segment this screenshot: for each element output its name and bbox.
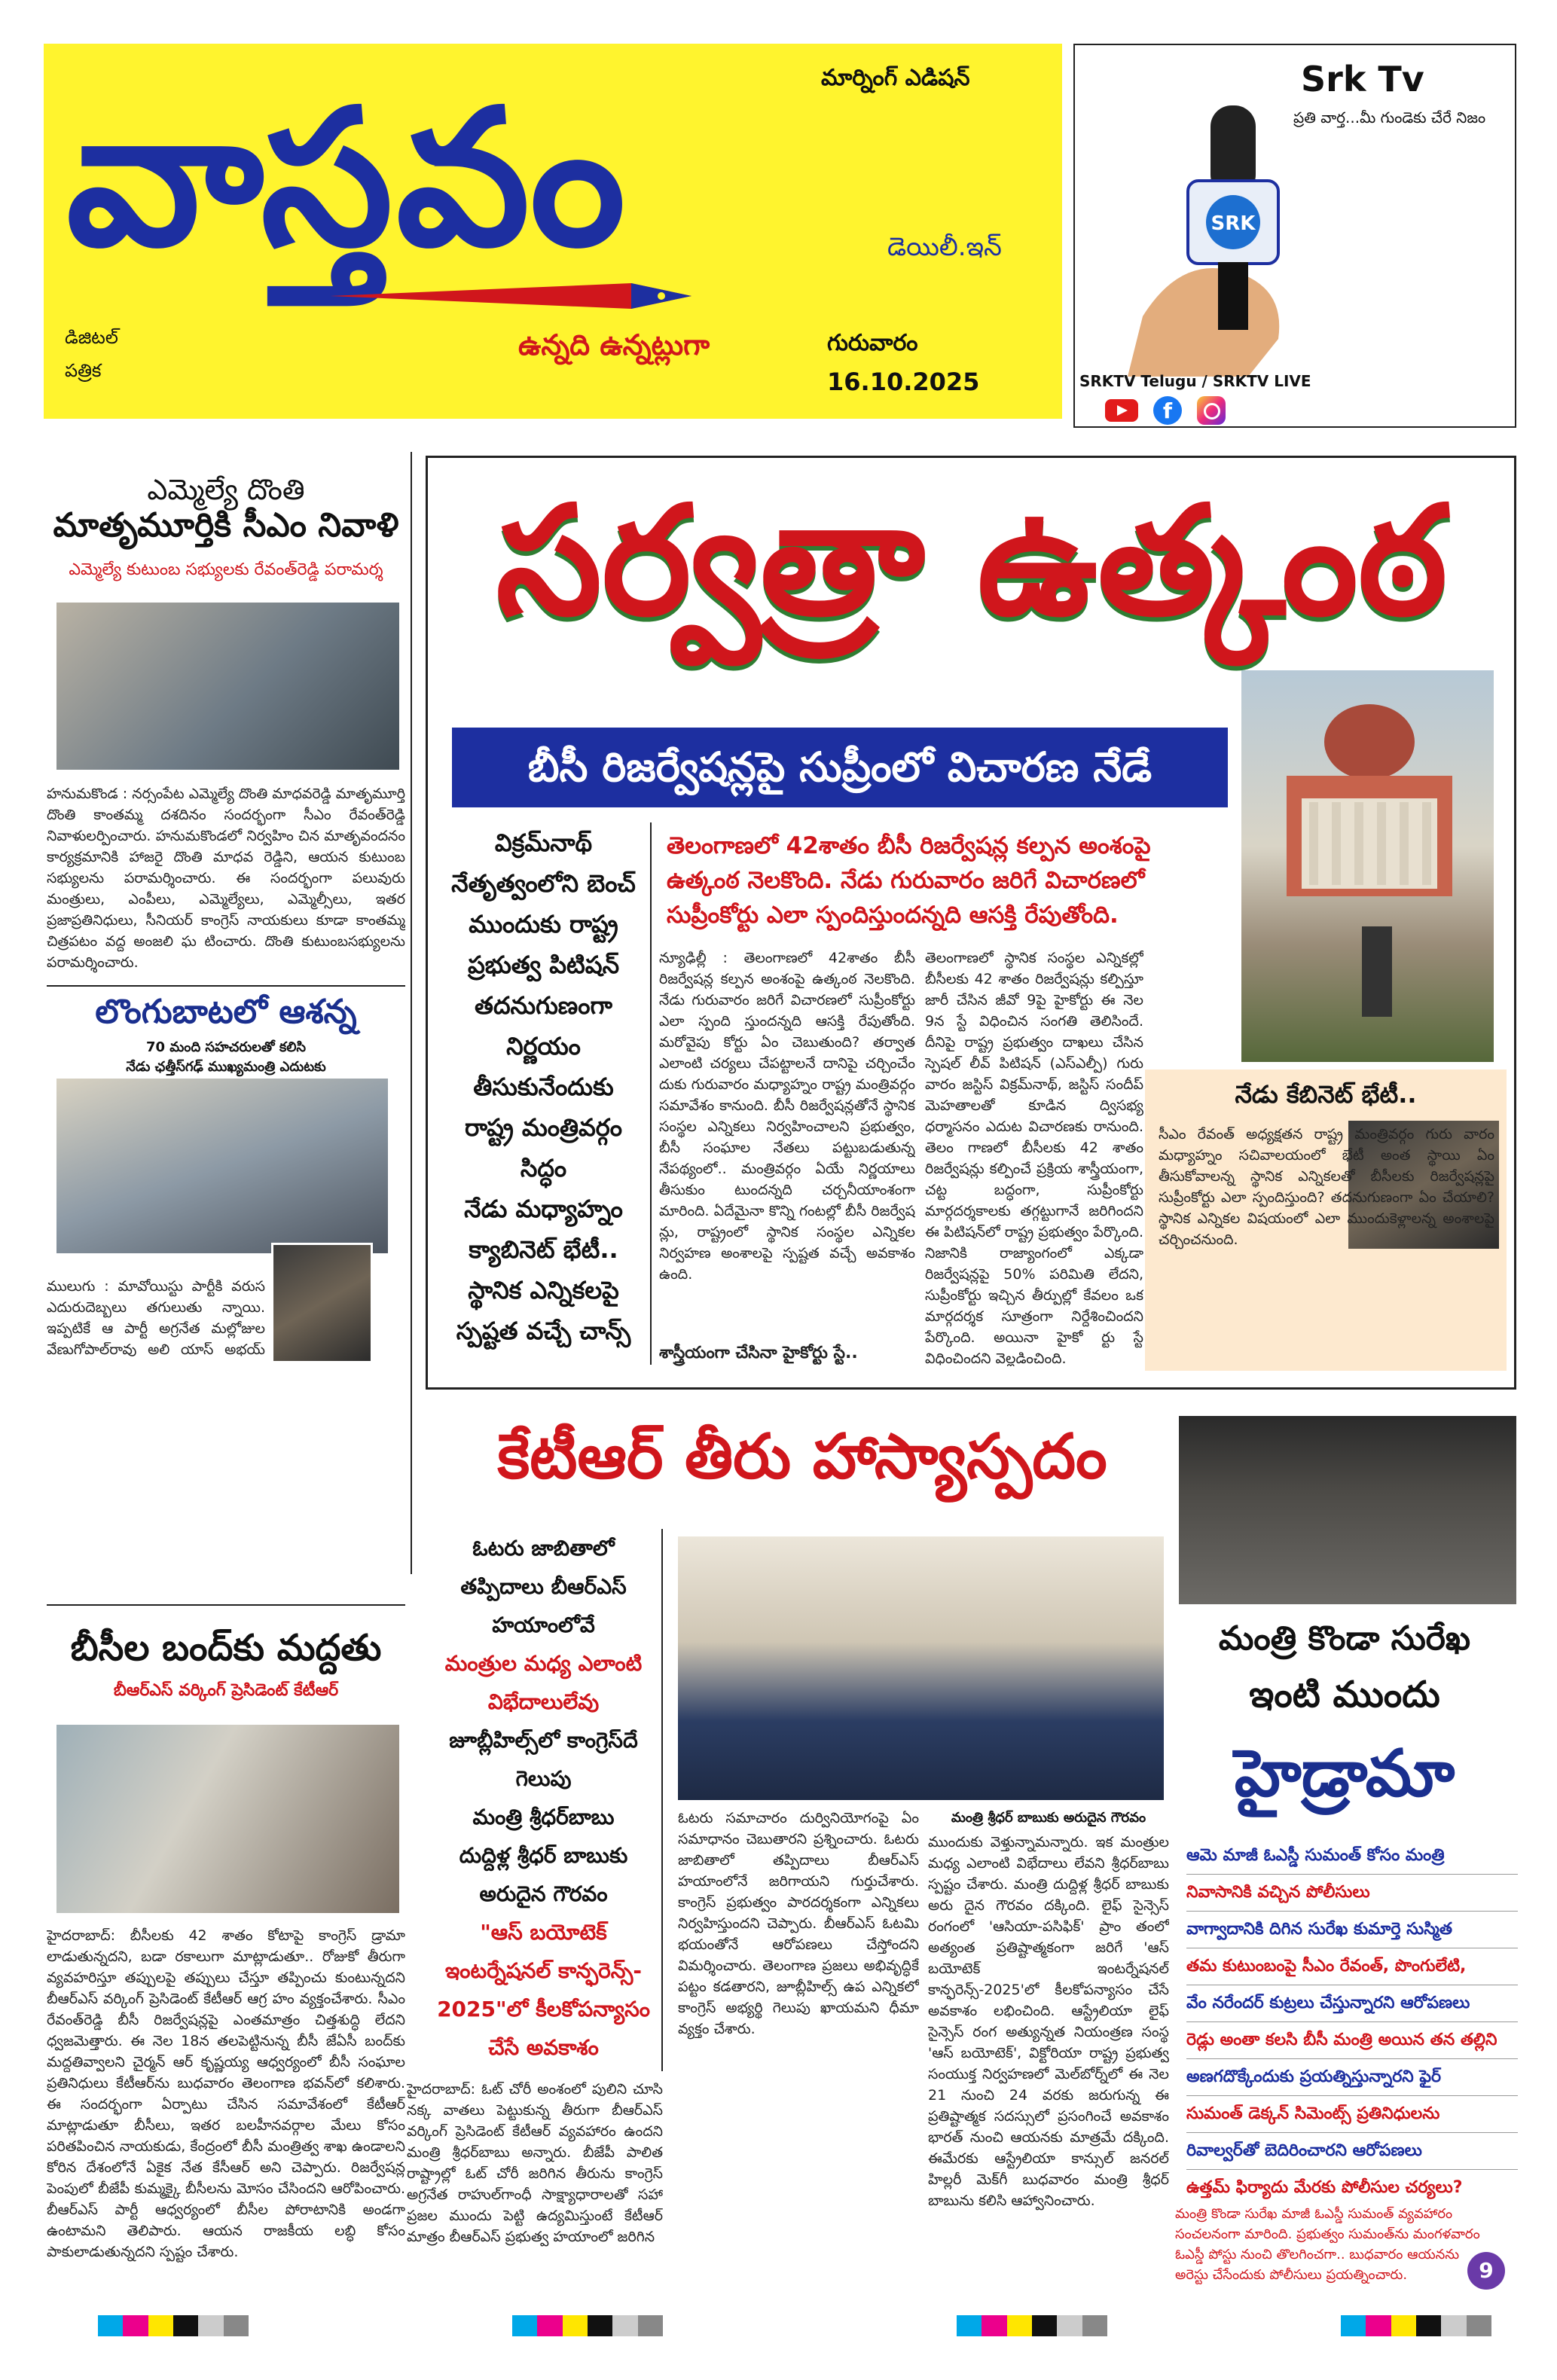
lead-sidebar bbox=[437, 822, 652, 1365]
lead-sidebar-line: సిద్ధం bbox=[520, 1154, 567, 1182]
ktr-side-line: ఇంటర్నేషనల్ కాన్ఫరెన్స్- bbox=[445, 1958, 642, 1983]
konda-point: వేం నరేందర్ కుట్రలు చేస్తున్నారని ఆరోపణలు bbox=[1186, 1985, 1518, 2022]
story-ashanna-body: ములుగు : మావోయిస్టు పార్టీకి వరుస ఎదురుదెబ్బలు తగులుతు న్నాయి. ఇప్పటికే ఆ పార్టీ అగ్రనేత మల్లోజుల వేణుగోపాల్‌రావు అలి యాస్ అభయ్ bbox=[47, 1278, 265, 1358]
divider bbox=[47, 985, 405, 987]
masthead-title: వాస్తవం bbox=[66, 66, 629, 288]
cabinet-box-body: సీఎం రేవంత్ అధ్యక్షతన రాష్ట్ర మంత్రివర్గం గురు వారం మధ్యాహ్నం సచివాలయంలో భేటీ అంత స్థాయి ఏం తీసుకోవాలన్న స్థానిక ఎన్నికలతో బీసీలకు రిజర్వేషన్లపై సుప్రీంకోర్టు ఎలా స్పందిస్తుంది? తదనుగుణంగా ఏం చేయాలి? స్థానిక ఎన్నికల విషయంలో ఎలా ముందుకెళ్లాలన్న అంశాలపై చర్చించనుంది. bbox=[1159, 1126, 1494, 1248]
divider bbox=[47, 1604, 405, 1606]
facebook-icon[interactable]: f bbox=[1153, 396, 1182, 425]
ktr-body-col3 bbox=[928, 1808, 1169, 2302]
column-divider bbox=[411, 452, 412, 1574]
konda-point: రివాల్వర్‌తో బెదిరించారని ఆరోపణలు bbox=[1186, 2133, 1518, 2170]
microphone-icon bbox=[1098, 90, 1316, 377]
masthead-edition: మార్నింగ్ ఎడిషన్ bbox=[821, 65, 970, 91]
ktr-side-line: మంత్రుల మధ్య ఎలాంటి bbox=[444, 1651, 643, 1676]
photo-konda-residence bbox=[1179, 1416, 1516, 1604]
lead-sidebar-line: నేడు మధ్యాహ్నం bbox=[464, 1195, 623, 1223]
konda-head2: ఇంటి ముందు bbox=[1249, 1674, 1440, 1716]
mic-label: SRK bbox=[1210, 212, 1256, 235]
ktr-side-line: మంత్రి శ్రీధర్‌బాబు bbox=[472, 1805, 615, 1829]
lead-sidebar-line: తీసుకునేందుకు bbox=[473, 1073, 614, 1101]
story-mla-subhead: ఎమ్మెల్యే కుటుంబ సభ్యులకు రేవంత్‌రెడ్డి పరామర్శ bbox=[69, 560, 383, 579]
masthead bbox=[44, 44, 1062, 419]
lead-sidebar-line: ముందుకు రాష్ట్ర bbox=[469, 910, 618, 938]
ktr-side-line: "ఆస్ బయోటెక్ bbox=[480, 1920, 607, 1945]
lead-sidebar-line: నేతృత్వంలోని బెంచ్ bbox=[451, 869, 636, 898]
ktr-col3-text: ముందుకు వెళ్తున్నామన్నారు. ఇక మంత్రుల మధ్య ఎలాంటి విభేదాలు లేవని శ్రీధర్‌బాబు స్పష్టం చేశారు. మంత్రి దుద్దిళ్ల శ్రీధర్ బాబుకు అరు దైన గౌరవం దక్కింది. లైఫ్ సైన్సెస్ రంగంలో 'ఆసియా-పసిఫిక్' ప్రాం తంలో అత్యంత ప్రతిష్టాత్మకంగా జరిగే 'ఆస్ బయోటెక్ ఇంటర్నేషనల్ కాన్ఫరెన్స్-2025'లో కీలకోపన్యాసం చేసే అవకాశం లభించింది. ఆస్ట్రేలియా లైఫ్ సైన్సెస్ రంగ అత్యున్నత నియంత్రణ సంస్థ 'ఆస్ బయోటెక్', విక్టోరియా రాష్ట్ర ప్రభుత్వ సంయుక్త నిర్వహణలో మెల్‌బోర్న్‌లో ఈ నెల 21 నుంచి 24 వరకు జరుగున్న ఈ ప్రతిష్టాత్మక సదస్సులో ప్రసంగించే అవకాశం భారత్ నుంచి ఆయనకు మాత్రమే దక్కింది. ఈమేరకు ఆస్ట్రేలియా కాన్సుల్ జనరల్ హిల్లరీ మెక్‌గీ బుధవారం మంత్రి శ్రీధర్ బాబును కలిసి ఆహ్వానించారు. bbox=[928, 1834, 1169, 2209]
story-ashanna-sub2: నేడు ఛత్తీస్‌గఢ్ ముఖ్యమంత్రి ఎదుటకు bbox=[126, 1059, 326, 1075]
photo-ktr-meeting bbox=[56, 1725, 399, 1913]
ktr-side-line: తప్పిదాలు బీఆర్ఎస్ bbox=[460, 1574, 627, 1599]
konda-point: అణగదొక్కేందుకు ప్రయత్నిస్తున్నారని ఫైర్ bbox=[1186, 2059, 1518, 2096]
color-registration-bar bbox=[98, 2315, 249, 2336]
konda-caption: మంత్రి కొండా సురేఖ మాజీ ఓఎస్డీ సుమంత్ వ్యవహారం సంచలనంగా మారింది. ప్రభుత్వం సుమంత్‌ను మంగళవారం ఓఎస్డీ పోస్టు నుంచి తొలగించగా.. బుధవారం ఆయనను అరెస్టు చేసేందుకు పోలీసులు ప్రయత్నించారు. bbox=[1175, 2206, 1480, 2283]
story-mla-kicker: ఎమ్మెల్యే దొంతి bbox=[147, 473, 305, 506]
ktr-side-line: అరుదైన గౌరవం bbox=[479, 1881, 608, 1906]
ktr-side-line: హయాంలోవే bbox=[492, 1613, 595, 1637]
lead-body-col1: న్యూఢిల్లీ : తెలంగాణలో 42శాతం బీసీ రిజర్వేషన్ల కల్పన అంశంపై ఉత్కంఠ నెలకొంది. నేడు గురువారం జరిగే విచారణలో సుప్రీంకోర్టు ఎలా స్పంది స్తుందన్నది ఆసక్తి రేపుతోంది. మరోవైపు కోర్టు ఏం చెబుతుంది? తర్వాత ఎలాంటి చర్యలు చేపట్టాలనే దానిపై చర్చించేం దుకు గురువారం మధ్యాహ్నం రాష్ట్ర మంత్రివర్గం సమావేశం కానుంది. బీసీ రిజర్వేషన్లతోనే స్థానిక సంస్థల ఎన్నికలు నిర్వహించాలని ప్రభుత్వం, బీసీ సంఘాల నేతలు పట్టుబడుతున్న నేపథ్యంలో.. మంత్రివర్గం ఏయే నిర్ణయాలు తీసుకుం టుందన్నది చర్చనీయాంశంగా మారింది. ఏదేమైనా కొన్ని గంటల్లో బీసీ రిజర్వేష న్లు, రాష్ట్రంలో స్థానిక సంస్థల ఎన్నికల నిర్వహణ అంశాలపై స్పష్టత వచ్చే అవకాశం ఉంది. bbox=[659, 950, 915, 1283]
ktr-side-lines bbox=[426, 1529, 663, 2071]
ktr-side-line: దుద్దిళ్ల శ్రీధర్ బాబుకు bbox=[459, 1843, 628, 1868]
lead-sidebar-line: విక్రమ్‌నాథ్ bbox=[494, 828, 593, 857]
cabinet-box bbox=[1145, 1069, 1507, 1371]
konda-points bbox=[1186, 1838, 1518, 2206]
masthead-daily: డెయిలీ.ఇన్ bbox=[887, 232, 1002, 262]
ktr-side-line: విభేదాలులేవు bbox=[487, 1689, 600, 1714]
ktr-body-col1: హైదరాబాద్: ఓట్ చోరీ అంశంలో పులిని చూసి నక్క వాతలు పెట్టుకున్న తీరుగా బీఆర్ఎస్ వర్కింగ్ ప్రెసిడెంట్ కేటీఆర్ వ్యవహారం ఉందని మంత్రి శ్రీధర్‌బాబు అన్నారు. బీజేపీ పాలిత రాష్ట్రాల్లో ఓట్ చోరీ జరిగిన తీరును కాంగ్రెస్ అగ్రనేత రాహుల్‌గాంధీ సాక్ష్యాధారాలతో సహా ప్రజల ముందు పెట్టి ఉద్యమిస్తుంటే కేటీఆర్ మాత్రం బీఆర్ఎస్ ప్రభుత్వ హయాంలో జరిగిన bbox=[407, 2081, 663, 2245]
konda-point: ఉత్తమ్ ఫిర్యాదు మేరకు పోలీసుల చర్యలు? bbox=[1186, 2178, 1463, 2197]
konda-point: తమ కుటుంబంపై సీఎం రేవంత్, పొంగులేటి, bbox=[1186, 1948, 1518, 1985]
photo-sridhar-babu bbox=[678, 1536, 1164, 1800]
photo-cm-tribute bbox=[56, 603, 399, 770]
lead-sidebar-line: తదనుగుణంగా bbox=[475, 991, 612, 1020]
story-bc-bandh-subhead: బీఆర్ఎస్ వర్కింగ్ ప్రెసిడెంట్ కేటీఆర్ bbox=[113, 1681, 339, 1700]
story-mla-body: హనుమకొండ : నర్సంపేట ఎమ్మెల్యే దొంతి మాధవరెడ్డి మాతృమూర్తి దొంతి కాంతమ్మ దశదినం సందర్భంగా సీఎం రేవంత్‌రెడ్డి నివాళులర్పించారు. హనుమకొండలో నిర్వహిం చిన మాతృవందనం కార్యక్రమానికి హాజరై దొంతి మాధవ రెడ్డిని, ఆయన కుటుంబ సభ్యులను పరామర్శించారు. ఈ సందర్భంగా పలువురు మంత్రులు, ఎంపీలు, ఎమ్మెల్యేలు, ఎమ్మెల్సీలు, ఇతర ప్రజాప్రతినిధులు, సీనియర్ కాంగ్రెస్ నాయకులు కూడా కాంతమ్మ చిత్రపటం వద్ద అంజలి ఘ టించారు. దొంతి కుటుంబసభ్యులను పరామర్శించారు. bbox=[47, 786, 405, 971]
konda-point: సుమంత్ డెక్కన్ సిమెంట్స్ ప్రతినిధులను bbox=[1186, 2096, 1518, 2133]
lead-sidebar-line: రాష్ట్ర మంత్రివర్గం bbox=[465, 1113, 622, 1142]
ad-tagline: ప్రతి వార్త...మీ గుండెకు చేరే నిజం bbox=[1293, 108, 1486, 127]
lead-sidebar-line: స్పష్టత వచ్చే చాన్స్ bbox=[456, 1317, 631, 1345]
pen-nib-icon bbox=[315, 270, 707, 322]
ad-title: Srk Tv bbox=[1301, 59, 1424, 99]
youtube-icon[interactable] bbox=[1105, 399, 1138, 422]
ad-channels: SRKTV Telugu / SRKTV LIVE bbox=[1079, 372, 1311, 390]
masthead-patrika: పత్రిక bbox=[65, 360, 102, 381]
ktr-body-col2: ఓటరు సమాచారం దుర్వినియోగంపై ఏం సమాధానం చెబుతారని ప్రశ్నించారు. ఓటరు జాబితాలో తప్పిదాలు బీఆర్ఎస్ హయాంలోనే జరిగాయని గుర్తుచేశారు. కాంగ్రెస్ ప్రభుత్వం పారదర్శకంగా ఎన్నికలు నిర్వహిస్తుందని చెప్పారు. బీఆర్ఎస్ ఓటమి భయంతోనే ఆరోపణలు చేస్తోందని విమర్శించారు. తెలంగాణ ప్రజలు అభివృద్ధికే పట్టం కడతారని, జూబ్లీహిల్స్ ఉప ఎన్నికలో కాంగ్రెస్ అభ్యర్థి గెలుపు ఖాయమని ధీమా వ్యక్తం చేశారు. bbox=[678, 1810, 919, 2037]
color-registration-bar bbox=[957, 2315, 1107, 2336]
lead-sidebar-line: ప్రభుత్వ పిటిషన్ bbox=[467, 950, 620, 979]
konda-point: రెడ్లు అంతా కలసి బీసీ మంత్రి అయిన తన తల్లిని bbox=[1186, 2022, 1518, 2059]
page-number-value: 9 bbox=[1479, 2258, 1494, 2283]
ktr-col3-subhead: మంత్రి శ్రీధర్ బాబుకు అరుదైన గౌరవం bbox=[951, 1810, 1146, 1826]
konda-head3: హైడ్రామా bbox=[1234, 1736, 1455, 1811]
cabinet-box-title: నేడు కేబినెట్ భేటీ.. bbox=[1235, 1080, 1417, 1109]
masthead-digital: డిజిటల్ bbox=[65, 327, 118, 348]
masthead-day: గురువారం bbox=[827, 330, 918, 356]
story-ashanna-body-top bbox=[47, 1276, 265, 1360]
story-bc-bandh-body: హైదరాబాద్: బీసీలకు 42 శాతం కోటాపై కాంగ్రెస్ డ్రామా లాడుతున్నదని, బడా రకాలుగా మాట్లాడుతూ.. రోజుకో తీరుగా వ్యవహరిస్తూ తప్పులపై తప్పులు చేస్తూ తప్పించు కుంటున్నదని బీఆర్ఎస్ వర్కింగ్ ప్రెసిడెంట్ కేటీఆర్ ఆగ్ర హం వ్యక్తంచేశారు. సీఎం రేవంత్‌రెడ్డి బీసీ రిజర్వేషన్లపై ఎంతమాత్రం చిత్తశుద్ధి లేదని ధ్వజమెత్తారు. ఈ నెల 18న తలపెట్టినున్న బీసీ జేఏసీ బంద్‌కు మద్దతివ్వాలని చైర్మన్ ఆర్ కృష్ణయ్య ఆధ్వర్యంలో బీసీ సంఘాల ప్రతినిధులు కేటీఆర్‌ను బుధవారం తెలంగాణ భవన్‌లో కలిశారు. ఈ సందర్భంగా ఏర్పాటు చేసిన సమావేశంలో కేటీఆర్ మాట్లాడుతూ బీసీలు, ఇతర బలహీనవర్గాల మేలు కోసం పరితపించిన నాయకుడు, కేంద్రంలో బీసీ మంత్రిత్వ శాఖ ఉండాలని కోరిన దేశంలోనే ఏకైక నేత కేసీఆర్ అని చెప్పారు. రిజర్వేషన్ల పెంపులో బీజేపీ కుమ్మక్కై బీసీలను మోసం చేసిందని ఆరోపించారు. బీఆర్ఎస్ పార్టీ ఆధ్వర్యంలో బీసీల పోరాటానికి అండగా ఉంటామని తెలిపారు. ఆయన రాజకీయ లబ్ధి కోసం పాకులాడుతున్నదని స్పష్టం చేశారు. bbox=[47, 1927, 405, 2260]
color-registration-bar bbox=[512, 2315, 663, 2336]
lead-headline: సర్వత్రా ఉత్కంఠ bbox=[496, 472, 1448, 649]
photo-surrender bbox=[56, 1079, 388, 1253]
page-number bbox=[1467, 2252, 1505, 2290]
instagram-icon[interactable] bbox=[1197, 396, 1226, 425]
photo-supreme-court bbox=[1241, 670, 1494, 1062]
masthead-tagline: ఉన్నది ఉన్నట్లుగా bbox=[518, 328, 710, 362]
lead-sidebar-line: క్యాబినెట్ భేటీ.. bbox=[469, 1235, 618, 1264]
supreme-court-drawing bbox=[1241, 670, 1494, 1062]
lead-body-col2: తెలంగాణలో స్థానిక సంస్థల ఎన్నికల్లో బీసీలకు 42 శాతం రిజర్వేషన్లు కల్పిస్తూ జారీ చేసిన జీవో 9పై హైకోర్టు ఈ నెల 9న స్టే విధించిన సంగతి తెలిసిందే. దీనిపై రాష్ట్ర ప్రభుత్వం దాఖలు చేసిన స్పెషల్ లీవ్ పిటిషన్ (ఎస్ఎల్పీ) గురు వారం జస్టిస్ విక్రమ్‌నాథ్, జస్టిస్ సందీప్ మెహతాలతో కూడిన ద్విసభ్య ధర్మాసనం ఎదుట విచారణకు రానుంది. తెలం గాణలో బీసీలకు 42 శాతం రిజర్వేషన్లు కల్పించే ప్రక్రియ శాస్త్రీయంగా, చట్ట బద్ధంగా, సుప్రీంకోర్టు మార్గదర్శకాలకు తగ్గట్టుగానే జరిగిందని ఈ పిటిషన్‌లో రాష్ట్ర ప్రభుత్వం పేర్కొంది. నిజానికి రాజ్యాంగంలో ఎక్కడా రిజర్వేషన్లపై 50% పరిమితి లేదని, సుప్రీంకోర్టు ఇచ్చిన తీర్పుల్లో కేవలం ఒక మార్గదర్శక సూత్రంగా నిర్దేశించిందని పేర్కొంది. అయినా హైకో ర్టు స్టే విధించిందని వెల్లడించింది. bbox=[925, 950, 1143, 1366]
konda-point: ఆమె మాజీ ఓఎస్డీ సుమంత్ కోసం మంత్రి bbox=[1186, 1838, 1518, 1875]
story-bc-bandh-headline: బీసీల బంద్‌కు మద్దతు bbox=[70, 1627, 382, 1669]
ktr-headline: కేటీఆర్ తీరు హాస్యాస్పదం bbox=[497, 1421, 1107, 1493]
photo-ashanna-portrait bbox=[271, 1243, 373, 1363]
masthead-date: 16.10.2025 bbox=[827, 368, 980, 396]
ktr-side-line: ఓటరు జాబితాలో bbox=[472, 1536, 615, 1561]
lead-sidebar-line: స్థానిక ఎన్నికలపై bbox=[468, 1276, 619, 1304]
lead-intro: తెలంగాణలో 42శాతం బీసీ రిజర్వేషన్ల కల్పన అంశంపై ఉత్కంఠ నెలకొంది. నేడు గురువారం జరిగే విచారణలో సుప్రీంకోర్టు ఎలా స్పందిస్తుందన్నది ఆసక్తి రేపుతోంది. bbox=[667, 832, 1151, 929]
ktr-side-line: గెలుపు bbox=[515, 1766, 572, 1791]
story-mla-headline: మాతృమూర్తికి సీఎం నివాళి bbox=[53, 506, 399, 545]
konda-point: వాగ్వాదానికి దిగిన సురేఖ కుమార్తె సుస్మిత bbox=[1186, 1912, 1518, 1948]
konda-point: నివాసానికి వచ్చిన పోలీసులు bbox=[1186, 1875, 1518, 1912]
story-ashanna-headline: లొంగుబాటలో ఆశన్న bbox=[95, 993, 357, 1031]
srktv-ad bbox=[1073, 44, 1516, 428]
lead-banner: బీసీ రిజర్వేషన్లపై సుప్రీంలో విచారణ నేడే bbox=[452, 728, 1228, 807]
ktr-side-line: జూబ్లీహిల్స్‌లో కాంగ్రెస్‌దే bbox=[449, 1728, 638, 1753]
color-registration-bar bbox=[1341, 2315, 1491, 2336]
konda-head1: మంత్రి కొండా సురేఖ bbox=[1218, 1619, 1471, 1658]
lead-body-col1-end: శాస్త్రీయంగా చేసినా హైకోర్టు స్టే.. bbox=[659, 1344, 858, 1362]
ktr-side-line: 2025"లో కీలకోపన్యాసం bbox=[437, 1997, 650, 2021]
lead-sidebar-line: నిర్ణయం bbox=[506, 1032, 581, 1060]
ktr-side-line: చేసే అవకాశం bbox=[488, 2035, 599, 2060]
story-ashanna-sub1: 70 మంది సహచరులతో కలిసి bbox=[145, 1039, 307, 1055]
